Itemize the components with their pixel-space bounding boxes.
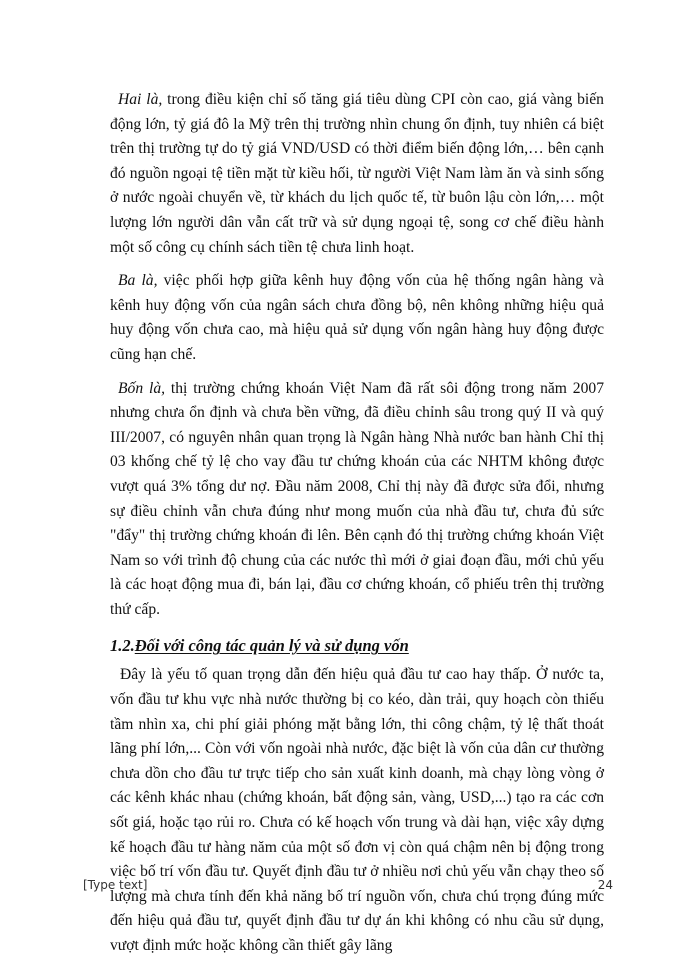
section-heading [110, 635, 604, 657]
paragraph-lead: Hai là, [118, 91, 163, 108]
paragraph-bon-la [110, 377, 604, 623]
page-footer [83, 878, 613, 892]
paragraph-hai-la [110, 88, 604, 260]
section-number: 1.2. [110, 636, 135, 656]
paragraph-text: việc phối hợp giữa kênh huy động vốn của hệ thống ngân hàng và kênh huy động vốn của ngân sách chưa đồng bộ, nên không những hiệu quả huy động vốn chưa cao, mà hiệu quả sử dụng vốn ngân hàng huy động được cũng hạn chế. [110, 272, 604, 363]
paragraph-lead: Ba là, [118, 272, 158, 290]
paragraph-lead: Bốn là, [118, 379, 166, 397]
paragraph-ba-la [110, 269, 604, 367]
paragraph-text: trong điều kiện chỉ số tăng giá tiêu dùng CPI còn cao, giá vàng biến động lớn, tỷ giá đô la Mỹ trên thị trường nhìn chung ổn định, tuy nhiên cá biệt trên thị trường tự do tỷ giá VND/USD có thời điểm biến động lớn,… bên cạnh đó nguồn ngoại tệ tiền mặt từ kiều hối, từ người Việt Nam làm ăn và sinh sống ở nước ngoài chuyển về, từ khách du lịch quốc tế, từ buôn lậu còn lớn,… một lượng lớn người dân vẫn cất trữ và sử dụng ngoại tệ, song cơ chế điều hành một số công cụ chính sách tiền tệ chưa linh hoạt. [110, 91, 604, 256]
section-title: Đối với công tác quản lý và sử dụng vốn [134, 636, 409, 656]
footer-placeholder-text: [Type text] [83, 878, 148, 892]
section-paragraph: Đây là yếu tố quan trọng dẫn đến hiệu quả đầu tư cao hay thấp. Ở nước ta, vốn đầu tư khu vực nhà nước thường bị co kéo, dàn trải, quy hoạch còn thiếu tầm nhìn xa, chi phí giải phóng mặt bằng lớn, thi công chậm, tỷ lệ thất thoát lãng phí lớn,... Còn với vốn ngoài nhà nước, đặc biệt là vốn của dân cư thường chưa dồn cho đầu tư trực tiếp cho sản xuất kinh doanh, mà chạy lòng vòng ở các kênh khác nhau (chứng khoán, bất động sản, vàng, USD,...) tạo ra các cơn sốt giá, hoặc tạo rủi ro. Chưa có kế hoạch vốn trung và dài hạn, việc xây dựng kế hoạch đầu tư hàng năm của một số đơn vị còn quá chậm nên bị động trong việc bố trí vốn đầu tư. Quyết định đầu tư ở nhiều nơi chủ yếu vẫn chạy theo số lượng mà chưa tính đến khả năng bố trí nguồn vốn, chưa chú trọng đúng mức đến hiệu quả đầu tư, quyết định đầu tư dự án khi không có nhu cầu sử dụng, vượt định mức hoặc không cần thiết gây lãng [110, 666, 604, 954]
page-number: 24 [597, 878, 613, 892]
document-body [110, 88, 604, 959]
paragraph-text: thị trường chứng khoán Việt Nam đã rất sôi động trong năm 2007 nhưng chưa ổn định và chưa bền vững, đã điều chỉnh sâu trong quý II và quý III/2007, có nguyên nhân quan trọng là Ngân hàng Nhà nước ban hành Chỉ thị 03 khống chế tỷ lệ cho vay đầu tư chứng khoán của các NHTM không được vượt quá 3% tổng dư nợ. Đầu năm 2008, Chỉ thị này đã được sửa đổi, nhưng sự điều chỉnh vẫn chưa đúng như mong muốn của nhà đầu tư, chưa đủ sức "đẩy" thị trường chứng khoán đi lên. Bên cạnh đó thị trường chứng khoán Việt Nam so với trình độ chung của các nước thì mới ở giai đoạn đầu, mới chủ yếu là các hoạt động mua đi, bán lại, đầu cơ chứng khoán, cổ phiếu trên thị trường thứ cấp. [110, 379, 604, 618]
